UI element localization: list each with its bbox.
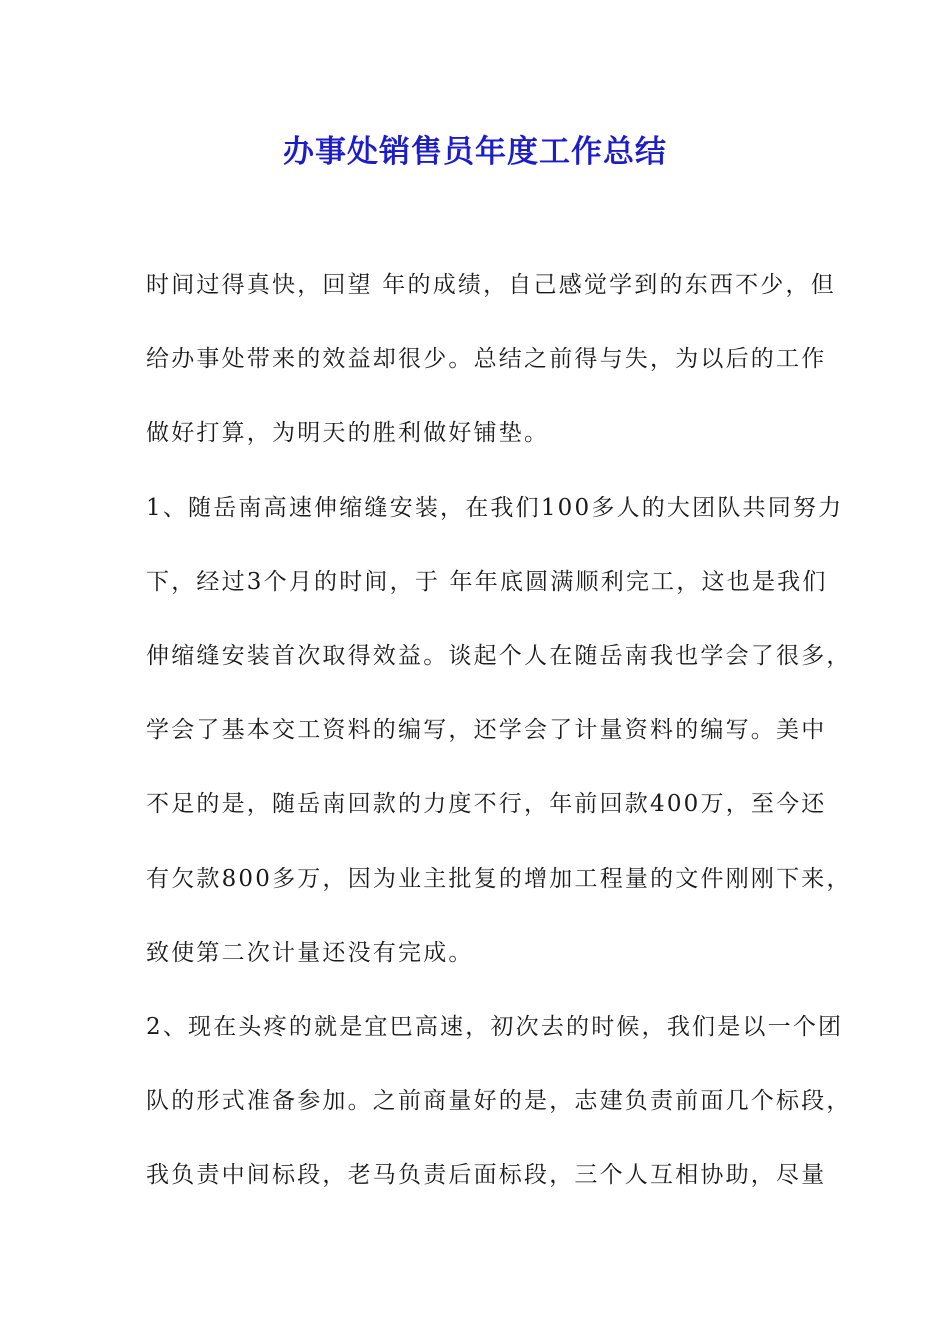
text-line: 有欠款800多万，因为业主批复的增加工程量的文件刚刚下来， [146, 865, 852, 892]
document-body [146, 258, 852, 1222]
text-line: 我负责中间标段，老马负责后面标段，三个人互相协助，尽量 [146, 1162, 827, 1189]
text-line: 队的形式准备参加。之前商量好的是，志建负责前面几个标段， [146, 1088, 852, 1115]
text-line: 时间过得真快，回望 年的成绩，自己感觉学到的东西不少，但 [146, 272, 836, 298]
text-line: 1、随岳南高速伸缩缝安装，在我们100多人的大团队共同努力 [146, 494, 844, 521]
text-line: 致使第二次计量还没有完成。 [146, 939, 474, 966]
text-line: 学会了基本交工资料的编写，还学会了计量资料的编写。美中 [146, 717, 827, 744]
text-line: 做好打算，为明天的胜利做好铺垫。 [146, 420, 550, 447]
text-line: 2、现在头疼的就是宜巴高速，初次去的时候，我们是以一个团 [146, 1013, 844, 1040]
text-line: 给办事处带来的效益却很少。总结之前得与失，为以后的工作 [146, 346, 827, 373]
text-line: 下，经过3个月的时间，于 年年底圆满顺利完工，这也是我们 [146, 568, 828, 595]
text-line: 伸缩缝安装首次取得效益。谈起个人在随岳南我也学会了很多， [146, 642, 852, 669]
text-line: 不足的是，随岳南回款的力度不行，年前回款400万，至今还 [146, 791, 827, 818]
document-title: 办事处销售员年度工作总结 [283, 134, 667, 170]
